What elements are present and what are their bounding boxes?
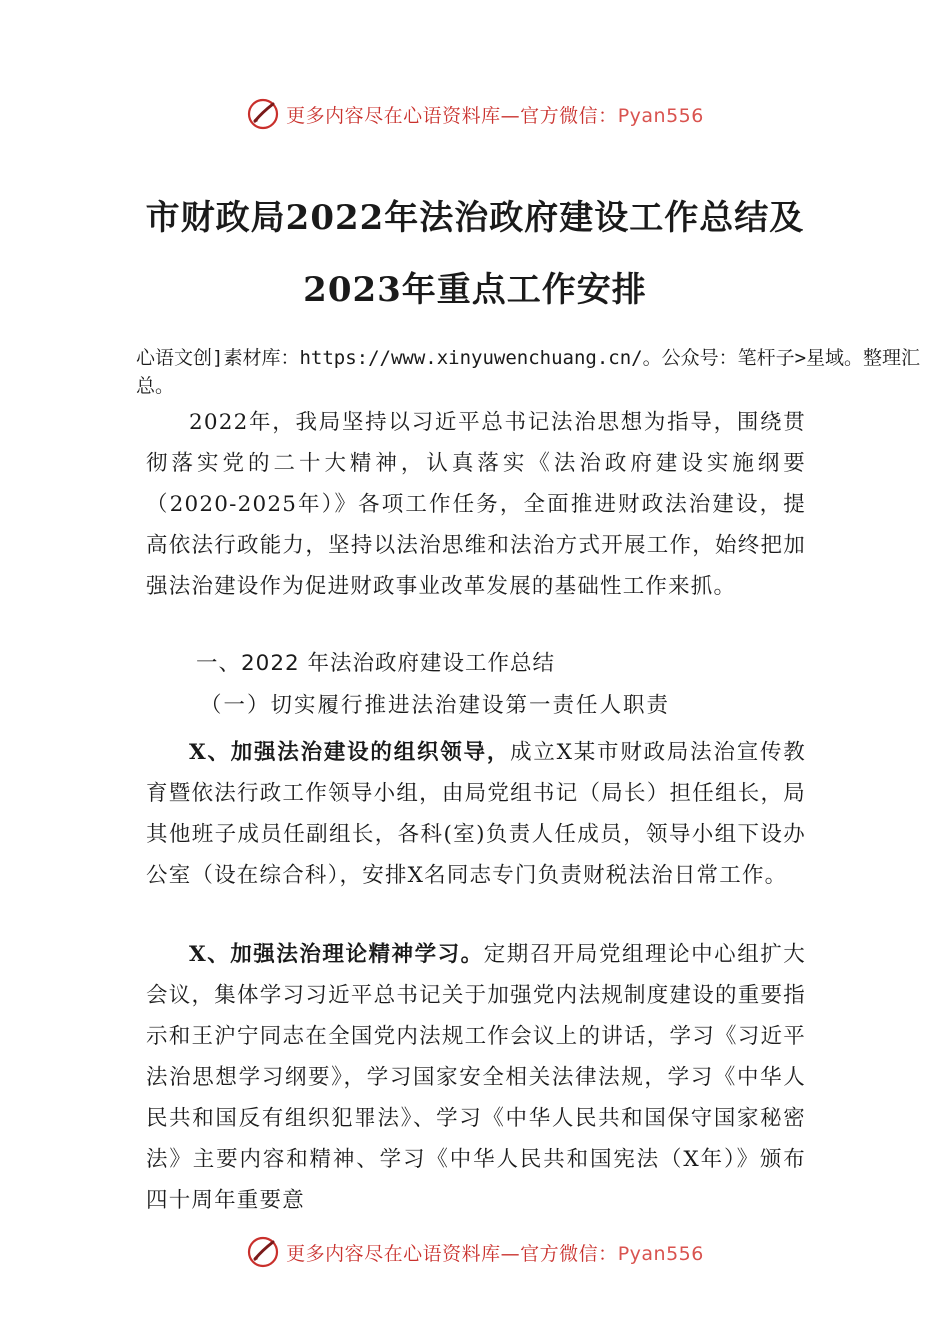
banner-wechat-id: Pyan556 [617,104,704,127]
header-watermark-banner [0,96,950,132]
section-heading-1: 一、2022 年法治政府建设工作总结 [196,651,556,676]
banner-wechat-label: 官方微信： [520,1242,618,1265]
banner-wechat-label: 官方微信： [520,104,618,127]
brush-logo-icon [246,97,280,131]
item-1-paragraph [146,732,806,896]
banner-wechat-id: Pyan556 [617,1242,704,1265]
document-title-line2: 2023年重点工作安排 [303,270,647,310]
footer-watermark-banner [0,1234,950,1270]
item-1-lead: X、加强法治建设的组织领导， [189,740,511,765]
document-title-line1: 市财政局2022年法治政府建设工作总结及 [145,198,805,238]
item-2-body: 定期召开局党组理论中心组扩大会议，集体学习习近平总书记关于加强党内法规制度建设的重要指示和王沪宁同志在全国党内法规工作会议上的讲话，学习《习近平法治思想学习纲要》，学习国家安全相关法律法规，学习《中华人民共和国反有组织犯罪法》、学习《中华人民共和国保守国家秘密法》主要内容和精神、学习《中华人民共和国宪法（X年）》颁布四十周年重要意 [146,942,806,1213]
intro-paragraph [146,402,806,607]
banner-separator: — [500,1242,521,1265]
source-note: 心语文创]素材库：https://www.xinyuwenchuang.cn/。公众号：笔杆子>星域。整理汇总。 [136,347,921,397]
subsection-heading-1: （一）切实履行推进法治建设第一责任人职责 [200,693,671,718]
brush-logo-icon [246,1235,280,1269]
banner-text: 更多内容尽在心语资料库 [286,104,501,127]
banner-text: 更多内容尽在心语资料库 [286,1242,501,1265]
banner-separator: — [500,104,521,127]
item-1-body: 成立X某市财政局法治宣传教育暨依法行政工作领导小组，由局党组书记（局长）担任组长，局其他班子成员任副组长，各科(室)负责人任成员，领导小组下设办公室（设在综合科），安排X名同志专门负责财税法治日常工作。 [146,740,806,888]
item-2-paragraph [146,934,806,1221]
item-2-lead: X、加强法治理论精神学习。 [189,942,484,967]
intro-text: 2022年，我局坚持以习近平总书记法治思想为指导，围绕贯彻落实党的二十大精神，认真落实《法治政府建设实施纲要（2020-2025年）》各项工作任务，全面推进财政法治建设，提高依法行政能力，坚持以法治思维和法治方式开展工作，始终把加强法治建设作为促进财政事业改革发展的基础性工作来抓。 [146,410,806,599]
